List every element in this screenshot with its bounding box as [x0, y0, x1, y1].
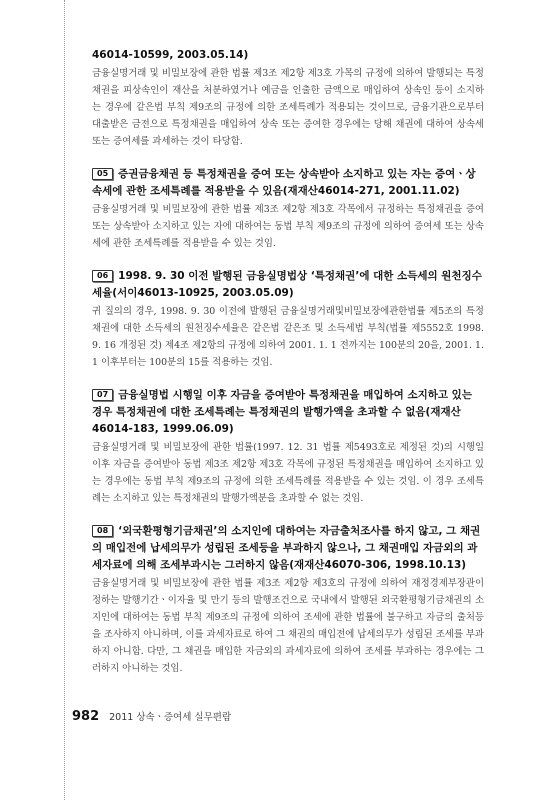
- section-body: 귀 질의의 경우, 1998. 9. 30 이전에 발행된 금융실명거래및비밀보장에관한법률 제5조의 특정채권에 대한 소득세의 원천징수세율은 같은법 같은조 및 소득세법 부칙(법률 제5552호 1998. 9. 16 개정된 것) 제4조 제2항의 규정에 의하여 2001. 1. 1 전까지는 100분의 20을, 2001. 1. 1 이후부터는 100분의 15를 적용하는 것임.: [92, 306, 484, 368]
- section-body: 금융실명거래 및 비밀보장에 관한 법률 제3조 제2항 제3호의 규정에 의하여 재정경제부장관이 정하는 발행기간ㆍ이자율 및 만기 등의 발행조건으로 국내에서 발행된 외국환평형기금채권의 소지인에 대하여는 동법 부칙 제9조의 규정에 의하여 조세에 관한 법률에 불구하고 자금의 출처등을 조사하지 아니하며, 이를 과세자료로 하여 그 채권의 매입전에 납세의무가 성립된 조세를 부과하지 아니함. 다만, 그 채권을 매입한 자금외의 과세자료에 의하여 조세를 부과하는 경우에는 그러하지 아니하는 것임.: [92, 578, 484, 674]
- section-body: 금융실명거래 및 비밀보장에 관한 법률(1997. 12. 31 법률 제5493호로 제정된 것)의 시행일 이후 자금을 증여받아 동법 제3조 제2항 제3호 각목에 규정된 특정채권을 매입하여 소지하고 있는 경우에는 동법 부칙 제9조의 규정에 의한 조세특례를 적용받을 수 있는 것임. 이 경우 조세특례는 소지하고 있는 특정채권의 발행가액분을 초과할 수 없는 것임.: [92, 442, 484, 504]
- section-body: 금융실명거래 및 비밀보장에 관한 법률 제3조 제2항 제3호 각목에서 규정하는 특정채권을 증여 또는 상속받아 소지하고 있는 자에 대하여는 동법 부칙 제9조의 규정에 의하여 증여세 또는 상속세에 관한 조세특례를 적용받을 수 있는 것임.: [92, 204, 484, 249]
- page-number: 982: [72, 709, 100, 724]
- section-title: ‘외국환평형기금채권’의 소지인에 대하여는 자금출처조사를 하지 않고, 그 채권의 매입전에 납세의무가 성립된 조세등을 부과하지 않으나, 그 채권매입 자금외의 과세자료에 의해 조세부과시는 그러하지 않음(재재산46070-306, 1998.10.13): [92, 525, 481, 571]
- section-title: 금융실명법 시행일 이후 자금을 증여받아 특정채권을 매입하여 소지하고 있는 경우 특정채권에 대한 조세특례는 특정채권의 발행가액을 초과할 수 없음(재재산46014-183, 1999.06.09): [92, 389, 472, 435]
- section-08: [92, 523, 484, 677]
- section-number-badge: 06: [92, 270, 113, 282]
- section-heading: [92, 523, 484, 574]
- section-heading: [92, 268, 484, 302]
- page-footer: [72, 709, 492, 725]
- margin-divider: [64, 0, 65, 800]
- page-content: [92, 48, 484, 677]
- book-title: 2011 상속ㆍ증여세 실무편람: [109, 712, 232, 723]
- continued-citation: 46014-10599, 2003.05.14): [92, 49, 249, 61]
- section-number-badge: 08: [92, 525, 113, 537]
- section-number-badge: 05: [92, 168, 113, 180]
- section-heading: [92, 387, 484, 438]
- section-title: 증권금융채권 등 특정채권을 증여 또는 상속받아 소지하고 있는 자는 증여ㆍ상속세에 관한 조세특례를 적용받을 수 있음(재재산46014-271, 2001.11.02): [92, 168, 476, 197]
- section-number-badge: 07: [92, 389, 113, 401]
- section-title: 1998. 9. 30 이전 발행된 금융실명법상 ‘특정채권’에 대한 소득세의 원천징수세율(서이46013-10925, 2003.05.09): [92, 270, 482, 299]
- section-heading: [92, 166, 484, 200]
- continued-body: 금융실명거래 및 비밀보장에 관한 법률 제3조 제2항 제3호 가목의 규정에 의하여 발행되는 특정채권을 피상속인이 재산을 처분하였거나 예금을 인출한 금액으로 매입하여 상속인 등이 소지하는 경우에 같은법 부칙 제9조의 규정에 의한 조세특례가 적용되는 것이므로, 금융기관으로부터 대출받은 금전으로 특정채권을 매입하여 상속 또는 증여한 경우에는 당해 채권에 대하여 상속세 또는 증여세를 과세하는 것이 타당함.: [92, 68, 484, 147]
- section-07: [92, 387, 484, 507]
- section-05: [92, 166, 484, 252]
- section-06: [92, 268, 484, 371]
